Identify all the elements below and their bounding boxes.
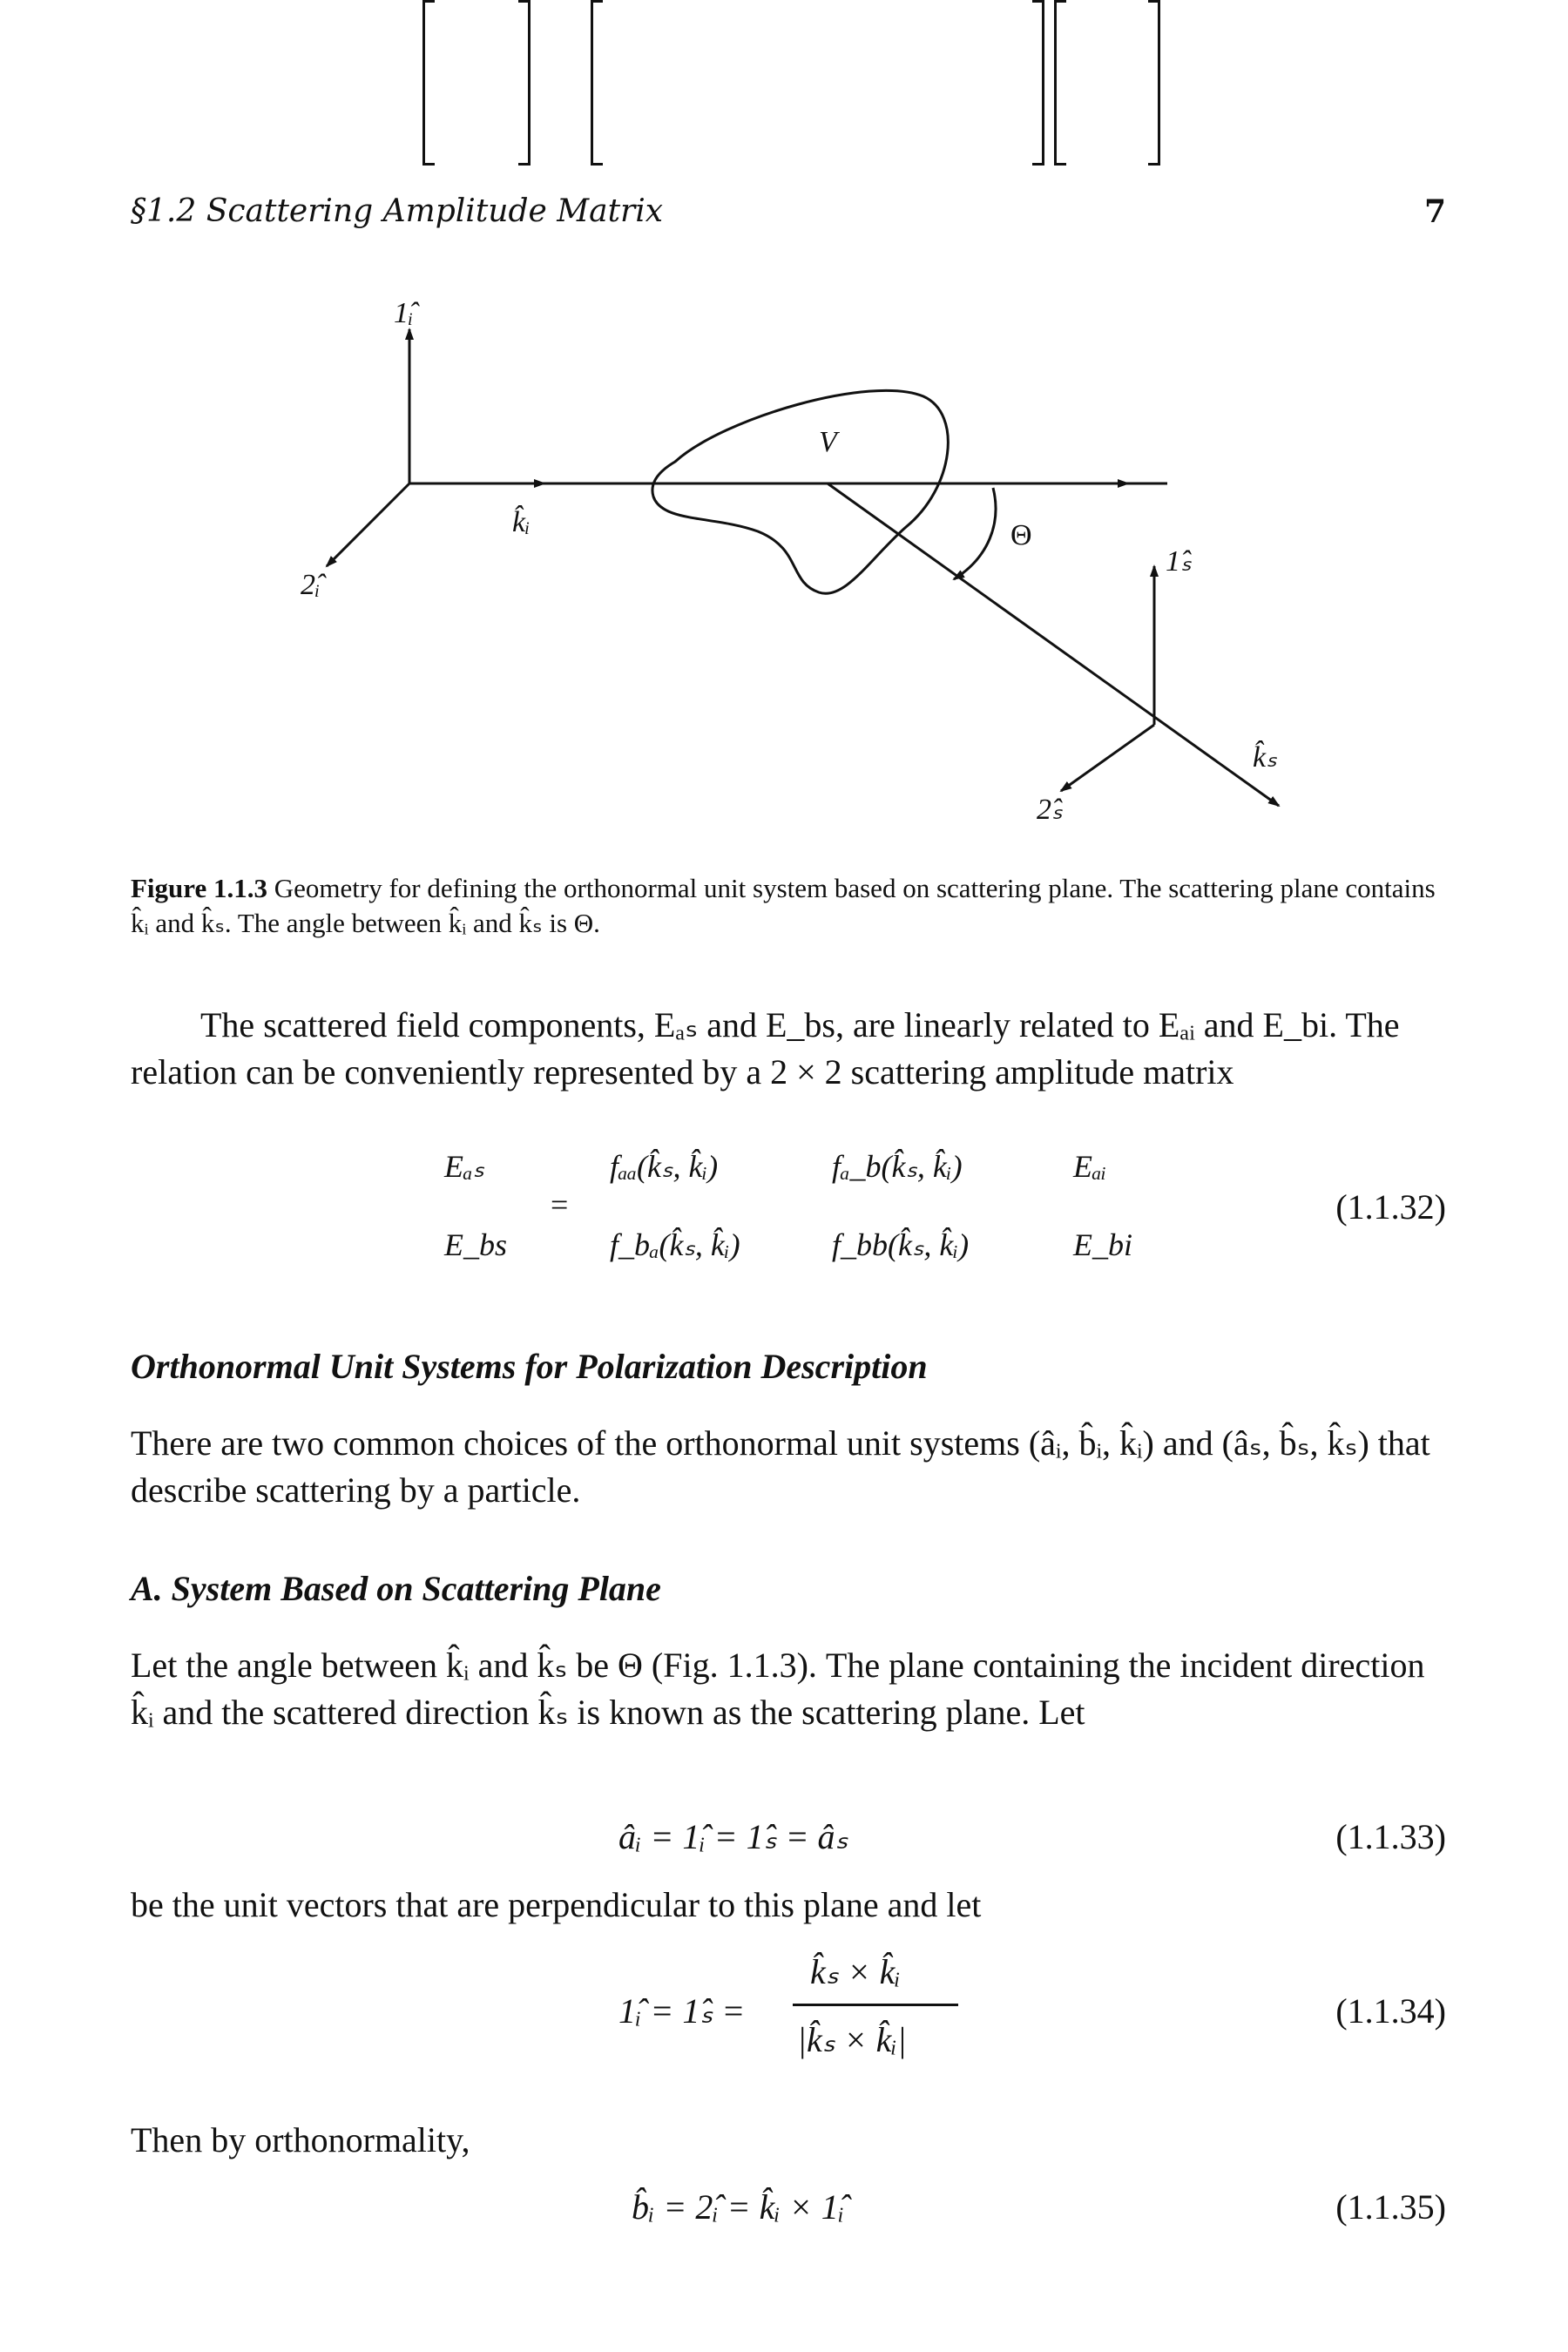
label-V: V [819, 426, 837, 458]
rhs-top: Eₐᵢ [1073, 1149, 1107, 1184]
axis-2i [327, 483, 409, 566]
label-1i: 1̂ᵢ [394, 297, 414, 329]
lhs-top: Eₐₛ [444, 1149, 484, 1184]
label-2s: 2̂ₛ [1037, 794, 1063, 826]
caption-text: Geometry for defining the orthonormal unit system based on scattering plane. The scattering plane contains k̂ᵢ and k̂ₛ. The angle between k̂ᵢ and k̂ₛ is Θ. [131, 873, 1436, 938]
equation-1-1-35: b̂ᵢ = 2̂ᵢ = k̂ᵢ × 1̂ᵢ [632, 2187, 845, 2227]
particle-volume-V [652, 390, 948, 593]
paragraph-1: The scattered field components, Eₐₛ and E_bs, are linearly related to Eₐᵢ and E_bi. The relation can be conveniently represented by a 2 × 2 scattering amplitude matrix [131, 1005, 1400, 1092]
eq34-lhs: 1̂ᵢ = 1̂ₛ = [618, 1991, 746, 2031]
paragraph-4: be the unit vectors that are perpendicular to this plane and let [131, 1885, 982, 1924]
equation-number-35: (1.1.35) [1335, 2187, 1446, 2227]
caption-label: Figure 1.1.3 [131, 873, 267, 903]
label-theta: Θ [1010, 519, 1032, 551]
matrix-aa: fₐₐ(k̂ₛ, k̂ᵢ) [610, 1149, 719, 1184]
section-heading-scattering-plane: A. System Based on Scattering Plane [131, 1569, 661, 1608]
label-2i: 2̂ᵢ [301, 569, 321, 601]
eq34-numerator: k̂ₛ × k̂ᵢ [810, 1952, 901, 1991]
page-number: 7 [1423, 193, 1446, 230]
paragraph-5: Then by orthonormality, [131, 2120, 470, 2159]
axis-2s [1061, 725, 1154, 791]
lhs-bottom: E_bs [444, 1227, 507, 1262]
fraction-bar [793, 2004, 958, 2006]
label-ki: k̂ᵢ [512, 506, 531, 538]
equation-1-1-33: âᵢ = 1̂ᵢ = 1̂ₛ = âₛ [618, 1817, 848, 1856]
rhs-bottom: E_bi [1073, 1227, 1132, 1262]
matrix-ab: fₐ_b(k̂ₛ, k̂ᵢ) [832, 1149, 963, 1184]
scattered-ray [828, 483, 1279, 806]
paragraph-3: Let the angle between k̂ᵢ and k̂ₛ be Θ (Fig. 1.1.3). The plane containing the incident direction k̂ᵢ and the scattered direction k̂ₛ is known as the scattering plane. Let [131, 1646, 1425, 1732]
running-header: §1.2 Scattering Amplitude Matrix [131, 193, 664, 229]
paragraph-2: There are two common choices of the orthonormal unit systems (âᵢ, b̂ᵢ, k̂ᵢ) and (âₛ, b̂ₛ, k̂ₛ) that describe scattering by a particle. [131, 1423, 1430, 1510]
theta-arc [954, 488, 996, 579]
matrix-ba: f_bₐ(k̂ₛ, k̂ᵢ) [610, 1227, 740, 1262]
equals-sign: = [551, 1187, 569, 1222]
label-ks: k̂ₛ [1253, 741, 1277, 774]
eq34-denominator: |k̂ₛ × k̂ᵢ| [797, 2020, 907, 2059]
equation-number-34: (1.1.34) [1335, 1991, 1446, 2031]
figure-caption [131, 871, 1455, 941]
equation-number-33: (1.1.33) [1335, 1817, 1446, 1856]
label-1s: 1̂ₛ [1166, 545, 1192, 578]
equation-number-32: (1.1.32) [1335, 1187, 1446, 1227]
section-heading-orthonormal: Orthonormal Unit Systems for Polarization Description [131, 1347, 928, 1386]
matrix-bb: f_bb(k̂ₛ, k̂ᵢ) [832, 1227, 970, 1262]
